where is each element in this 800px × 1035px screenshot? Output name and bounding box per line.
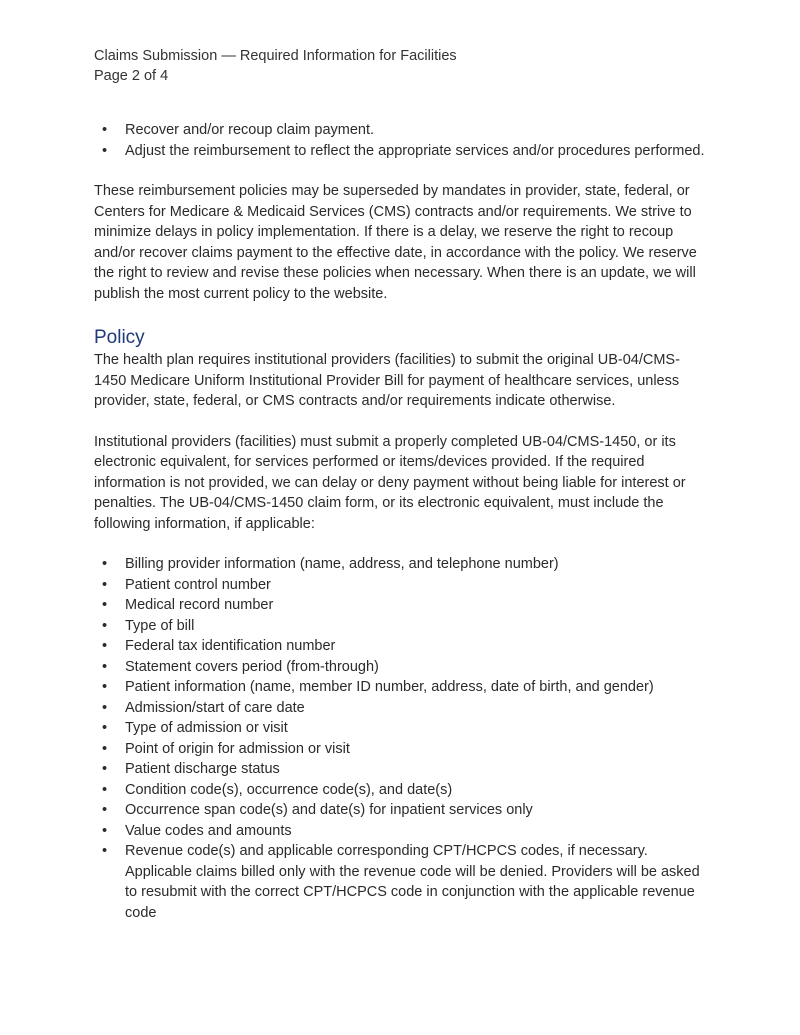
list-item: • Type of bill <box>94 616 710 637</box>
document-title: Claims Submission — Required Information for Facilities <box>94 48 457 64</box>
policy-heading: Policy <box>94 327 145 348</box>
policy-paragraph-2: Institutional providers (facilities) must submit a properly completed UB-04/CMS-1450, or its electronic equivalent, for services performed or items/devices provided. If the required information is not provided, we can delay or deny payment without being liable for interest or penalties. The UB-04/CMS-1450 claim form, or its electronic equivalent, must include the following information, if applicable: <box>94 433 686 532</box>
list-item: • Recover and/or recoup claim payment. <box>94 120 710 141</box>
document-body <box>94 120 710 923</box>
list-item: • Point of origin for admission or visit <box>94 739 710 760</box>
list-item: • Value codes and amounts <box>94 821 710 842</box>
list-item: • Adjust the reimbursement to reflect the appropriate services and/or procedures performed. <box>94 141 710 162</box>
list-item: • Type of admission or visit <box>94 718 710 739</box>
list-item: • Statement covers period (from-through) <box>94 657 710 678</box>
list-item: • Billing provider information (name, address, and telephone number) <box>94 554 710 575</box>
list-item: • Medical record number <box>94 595 710 616</box>
list-item: • Patient discharge status <box>94 759 710 780</box>
policy-paragraph-1: The health plan requires institutional providers (facilities) to submit the original UB-04/CMS-1450 Medicare Uniform Institutional Provider Bill for payment of healthcare services, unless provider, state, federal, or CMS contracts and/or requirements indicate otherwise. <box>94 352 680 409</box>
list-item: • Revenue code(s) and applicable corresponding CPT/HCPCS codes, if necessary. Applicable claims billed only with the revenue code will be denied. Providers will be asked to resubmit with the correct CPT/HCPCS code in conjunction with the applicable revenue code <box>94 841 710 923</box>
list-item: • Federal tax identification number <box>94 636 710 657</box>
list-item: • Patient information (name, member ID number, address, date of birth, and gender) <box>94 677 710 698</box>
required-info-list <box>94 554 710 923</box>
list-item: • Occurrence span code(s) and date(s) for inpatient services only <box>94 800 710 821</box>
list-item: • Admission/start of care date <box>94 698 710 719</box>
list-item: • Condition code(s), occurrence code(s), and date(s) <box>94 780 710 801</box>
page-number: Page 2 of 4 <box>94 68 169 84</box>
list-item: • Patient control number <box>94 575 710 596</box>
reimbursement-paragraph: These reimbursement policies may be superseded by mandates in provider, state, federal, or Centers for Medicare & Medicaid Services (CMS) contracts and/or requirements. We strive to minimize delays in policy implementation. If there is a delay, we reserve the right to recoup and/or recover claims payment to the effective date, in accordance with the policy. We reserve the right to review and revise these policies when necessary. When there is an update, we will publish the most current policy to the website. <box>94 183 697 302</box>
top-bullet-list <box>94 120 710 161</box>
page-header <box>94 46 457 86</box>
